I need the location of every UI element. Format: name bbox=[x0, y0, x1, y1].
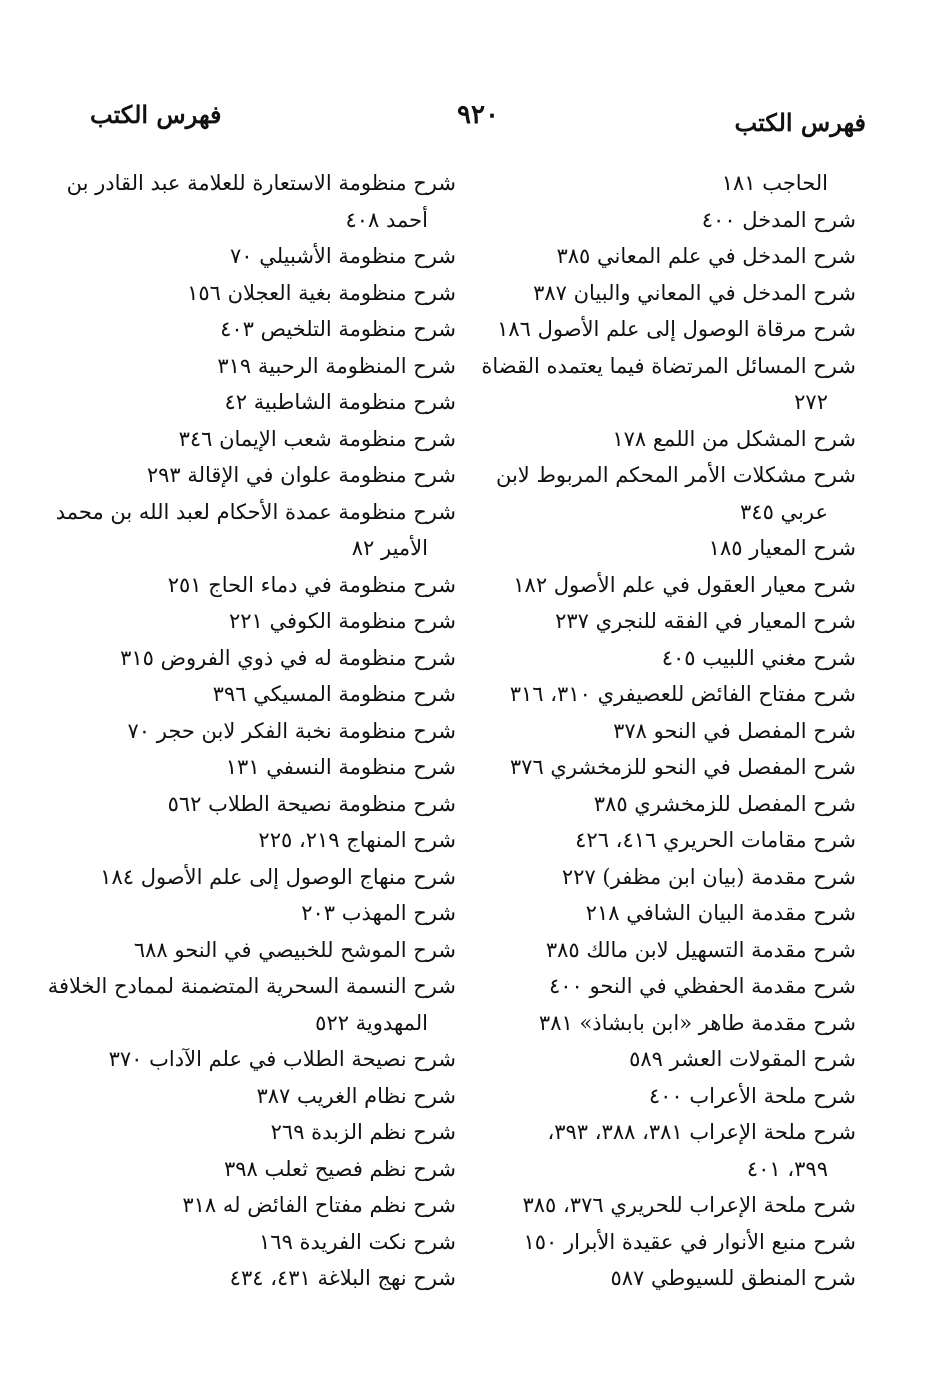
index-entry: شرح منهاج الوصول إلى علم الأصول ١٨٤ bbox=[100, 864, 456, 889]
index-entry: أحمد ٤٠٨ bbox=[345, 207, 428, 232]
index-entry: شرح مفتاح الفائض للعصيفري ٣١٠، ٣١٦ bbox=[509, 682, 856, 706]
index-entry: شرح نصيحة الطلاب في علم الآداب ٣٧٠ bbox=[108, 1047, 456, 1071]
index-entry: شرح مقدمة (بيان ابن مظفر) ٢٢٧ bbox=[561, 864, 856, 889]
index-column-right bbox=[476, 165, 856, 1297]
index-entry: شرح المقولات العشر ٥٨٩ bbox=[629, 1047, 856, 1071]
index-entry: شرح المعيار ١٨٥ bbox=[708, 536, 856, 560]
index-entry: شرح منظومة في دماء الحاج ٢٥١ bbox=[167, 572, 456, 597]
index-entry: شرح منظومة له في ذوي الفروض ٣١٥ bbox=[120, 645, 456, 670]
index-column-left bbox=[47, 165, 456, 1297]
index-entry: شرح نظم فصيح ثعلب ٣٩٨ bbox=[223, 1156, 456, 1181]
index-entry: شرح مقدمة التسهيل لابن مالك ٣٨٥ bbox=[545, 937, 856, 962]
index-entry: شرح المنطق للسيوطي ٥٨٧ bbox=[610, 1266, 856, 1290]
index-entry: شرح منظومة علوان في الإقالة ٢٩٣ bbox=[146, 463, 456, 487]
index-entry: شرح المفصل للزمخشري ٣٨٥ bbox=[593, 791, 856, 816]
index-entry: شرح مشكلات الأمر المحكم المربوط لابن bbox=[495, 463, 856, 487]
index-entry: شرح نظام الغريب ٣٨٧ bbox=[256, 1083, 456, 1108]
index-entry: شرح المعيار في الفقه للنجري ٢٣٧ bbox=[555, 609, 856, 633]
index-entry: شرح المدخل في المعاني والبيان ٣٨٧ bbox=[533, 280, 856, 305]
index-entry: شرح المدخل ٤٠٠ bbox=[701, 207, 856, 232]
index-entry: شرح الموشح للخبيصي في النحو ٦٨٨ bbox=[133, 937, 456, 962]
index-entry: ٣٩٩، ٤٠١ bbox=[746, 1156, 828, 1181]
index-entry: شرح مرقاة الوصول إلى علم الأصول ١٨٦ bbox=[497, 317, 856, 341]
index-entry: شرح منظومة الشاطبية ٤٢ bbox=[224, 390, 456, 414]
index-entry: الحاجب ١٨١ bbox=[721, 171, 828, 195]
index-entry: شرح نظم الزبدة ٢٦٩ bbox=[270, 1120, 456, 1144]
index-entry: شرح المنظومة الرحبية ٣١٩ bbox=[217, 353, 456, 378]
index-entry: شرح المدخل في علم المعاني ٣٨٥ bbox=[556, 244, 856, 268]
index-entry: شرح المنهاج ٢١٩، ٢٢٥ bbox=[258, 828, 456, 852]
index-entry: شرح منظومة النسفي ١٣١ bbox=[225, 755, 456, 779]
index-entry: شرح المشكل من اللمع ١٧٨ bbox=[612, 426, 856, 451]
index-entry: شرح مقدمة الحفظي في النحو ٤٠٠ bbox=[548, 974, 856, 998]
index-entry: شرح مقامات الحريري ٤١٦، ٤٢٦ bbox=[575, 828, 856, 852]
index-entry: شرح ملحة الإعراب للحريري ٣٧٦، ٣٨٥ bbox=[522, 1193, 856, 1217]
index-entry: شرح منظومة نخبة الفكر لابن حجر ٧٠ bbox=[127, 718, 456, 743]
index-entry: ٢٧٢ bbox=[794, 390, 828, 414]
index-entry: شرح منظومة التلخيص ٤٠٣ bbox=[220, 317, 456, 341]
page-number: ٩٢٠ bbox=[457, 100, 499, 130]
index-entry: شرح منظومة عمدة الأحكام لعبد الله بن محمد bbox=[55, 499, 456, 524]
index-entry: شرح منظومة نصيحة الطلاب ٥٦٢ bbox=[167, 791, 456, 816]
index-entry: شرح ملحة الأعراب ٤٠٠ bbox=[648, 1083, 856, 1108]
index-entry: شرح منظومة الأشبيلي ٧٠ bbox=[229, 244, 456, 268]
running-title-left: فهرس الكتب bbox=[90, 100, 222, 129]
index-entry: شرح مغني اللبيب ٤٠٥ bbox=[661, 645, 856, 670]
index-entry: شرح مقدمة طاهر «ابن بابشاذ» ٣٨١ bbox=[538, 1010, 856, 1035]
index-entry: شرح المهذب ٢٠٣ bbox=[301, 901, 456, 925]
page-header bbox=[90, 100, 866, 144]
index-entry: شرح نظم مفتاح الفائض له ٣١٨ bbox=[182, 1193, 456, 1217]
index-entry: شرح نهج البلاغة ٤٣١، ٤٣٤ bbox=[229, 1266, 456, 1290]
index-entry: شرح منظومة شعب الإيمان ٣٤٦ bbox=[178, 426, 456, 451]
index-entry: شرح المفصل في النحو للزمخشري ٣٧٦ bbox=[509, 755, 856, 779]
index-entry: المهدوية ٥٢٢ bbox=[315, 1010, 428, 1035]
index-entry: شرح ملحة الإعراب ٣٨١، ٣٨٨، ٣٩٣، bbox=[547, 1120, 856, 1144]
index-entry: شرح المفصل في النحو ٣٧٨ bbox=[613, 718, 856, 743]
index-entry: شرح منظومة المسيكي ٣٩٦ bbox=[212, 682, 456, 706]
index-entry: شرح نكت الفريدة ١٦٩ bbox=[259, 1229, 456, 1254]
index-entry: شرح مقدمة البيان الشافي ٢١٨ bbox=[585, 901, 856, 925]
index-entry: شرح معيار العقول في علم الأصول ١٨٢ bbox=[513, 572, 856, 597]
index-entry: شرح منظومة الكوفي ٢٢١ bbox=[229, 609, 456, 633]
index-entry: شرح منظومة بغية العجلان ١٥٦ bbox=[187, 280, 456, 305]
index-entry: شرح منبع الأنوار في عقيدة الأبرار ١٥٠ bbox=[523, 1229, 856, 1254]
running-title-right: فهرس الكتب bbox=[734, 108, 866, 137]
index-entry: شرح المسائل المرتضاة فيما يعتمده القضاة bbox=[481, 353, 856, 378]
index-entry: الأمير ٨٢ bbox=[351, 536, 428, 560]
index-entry: شرح النسمة السحرية المتضمنة لممادح الخلافة bbox=[47, 974, 456, 998]
index-entry: شرح منظومة الاستعارة للعلامة عبد القادر بن bbox=[66, 171, 456, 195]
index-entry: عربي ٣٤٥ bbox=[740, 499, 828, 524]
